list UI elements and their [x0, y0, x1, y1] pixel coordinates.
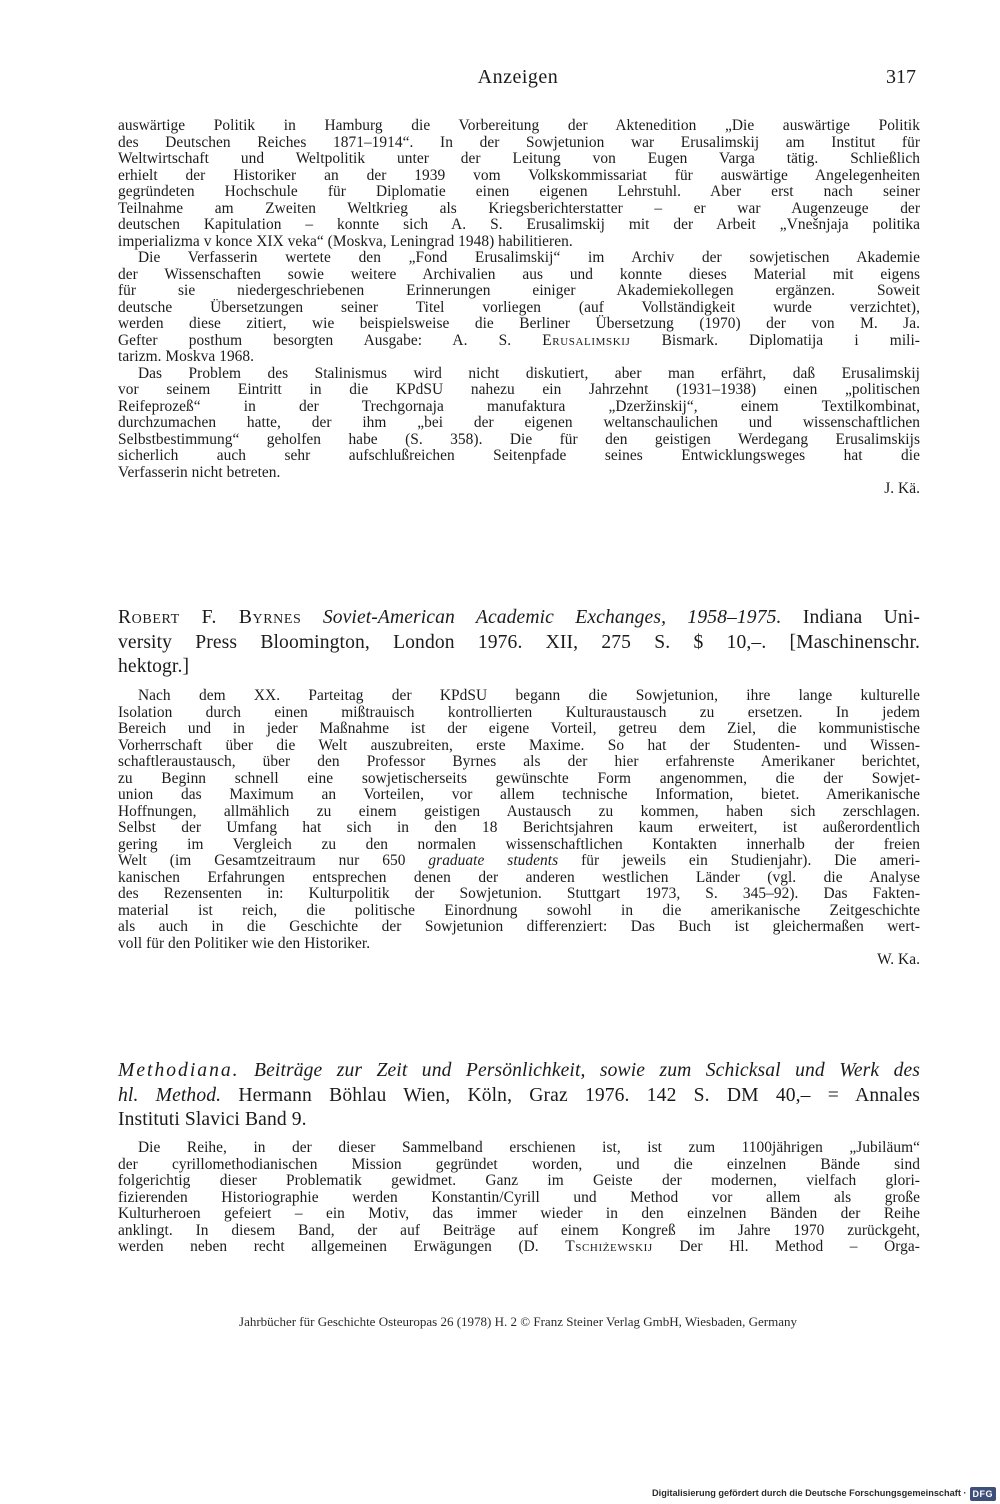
text-line: tarizm. Moskva 1968. — [118, 348, 255, 365]
text-line: Isolation durch einen mißtrauisch kontrollierten Kulturaustausch zu ersetzen. In jedem — [118, 703, 920, 721]
text-line: Die Verfasserin wertete den „Fond Erusalimskij“ im Archiv der sowjetischen Akademie — [138, 249, 920, 266]
text-segment: Bismark. Diplomatija i mili- — [661, 331, 920, 349]
book-title-spaced: Methodiana. — [118, 1060, 240, 1081]
bibliographic-line — [118, 1059, 920, 1084]
book-title: Beiträge zur Zeit und Persönlichkeit, sowie zum Schicksal und Werk des — [254, 1060, 921, 1081]
text-line: Teilnahme am Zweiten Weltkrieg als Kriegsberichterstatter – er war Augenzeuge der — [118, 199, 920, 217]
book-title: hl. Method. — [118, 1084, 222, 1106]
book-title: Soviet-American Academic Exchanges, 1958–1975. — [322, 607, 782, 628]
bibliographic-line: Instituti Slavici Band 9. — [118, 1109, 307, 1130]
text-line: gegründeten Hochschule für Diplomatie einen eigenen Lehrstuhl. Aber erst nach seiner — [118, 183, 920, 200]
reviewer-signature: J. Kä. — [884, 480, 920, 497]
bibliographic-line — [118, 1084, 920, 1109]
text-line: vor seinem Eintritt in die KPdSU nahezu ein Jahrzehnt (1931–1938) einen „politischen — [118, 381, 920, 398]
text-line: deutsche Übersetzungen seiner Titel vorliegen (auf Vollständigkeit wurde verzichtet), — [118, 298, 920, 316]
text-line: Hoffnungen, allmählich zu einem geistigen Austausch zu kommen, haben sich zerschlagen. — [118, 802, 920, 820]
text-line: Weltwirtschaft und Weltpolitik unter der Leitung von Eugen Varga tätig. Schließlich — [118, 150, 920, 167]
text-segment: für jeweils ein Studienjahr). Die ameri- — [581, 852, 920, 869]
journal-footer: Jahrbücher für Geschichte Osteuropas 26 (1978) H. 2 © Franz Steiner Verlag GmbH, Wiesbaden, Germany — [239, 1314, 797, 1329]
text-line: Selbst der Umfang hat sich in den 18 Berichtsjahren kaum erweitert, ist außerordentlich — [118, 819, 920, 836]
review-methodiana-body — [118, 1140, 920, 1256]
running-title: Anzeigen — [477, 66, 559, 88]
text-line — [118, 1239, 920, 1256]
review-erusalimskij-body — [118, 118, 920, 498]
text-line: kanischen Erfahrungen entsprechen denen der anderen westlichen Länder (vgl. die Analyse — [118, 868, 920, 886]
text-line: schaftleraustausch, über den Professor Byrnes als der hier erfahrenste Amerikaner berichtet, — [118, 753, 920, 770]
dfg-banner-text: Digitalisierung gefördert durch die Deutsche Forschungsgemeinschaft · — [652, 1488, 967, 1498]
bibliographic-line: hektogr.] — [118, 656, 190, 677]
text-line: durchzumachen hatte, der ihm „bei der eigenen weltanschaulichen und wissenschaftlichen — [118, 414, 920, 431]
text-line: Kulturheroen gefeiert – ein Motiv, das immer wieder in den einzelnen Bänden der Reihe — [118, 1205, 920, 1222]
review-byrnes-heading — [118, 606, 920, 680]
publisher-info: Hermann Böhlau Wien, Köln, Graz 1976. 142 S. DM 40,– = Annales — [238, 1084, 920, 1106]
text-line: werden diese zitiert, wie beispielsweise die Berliner Übersetzung (1970) der von M. Ja. — [118, 315, 920, 332]
dfg-banner — [608, 1482, 1000, 1504]
text-line: Selbstbestimmung“ geholfen habe (S. 358). Die für den geistigen Werdegang Erusalimskijs — [118, 430, 920, 448]
author-name: Erusalimskij — [542, 331, 631, 349]
text-segment: werden neben recht allgemeinen Erwägungen (D. — [118, 1238, 539, 1255]
text-segment: Gefter posthum besorgten Ausgabe: A. S. — [118, 331, 512, 349]
text-line: union das Maximum an Vorteilen, vor allem technische Information, bietet. Amerikanische — [118, 786, 920, 803]
text-line: deutschen Kapitulation – konnte sich A. S. Erusalimskij mit der Arbeit „Vnešnjaja politika — [118, 216, 920, 233]
book-author: Robert F. Byrnes — [118, 607, 302, 628]
text-line: Reifeprozeß“ in der Trechgornaja manufaktura „Dzeržinskij“, einem Textilkombinat, — [118, 397, 920, 415]
text-line — [118, 853, 920, 870]
running-header — [118, 66, 918, 94]
text-line: folgerichtig dieser Problematik gewidmet. Ganz im Geiste der modernen, vielfach glori- — [118, 1172, 920, 1189]
text-line: des Rezensenten in: Kulturpolitik der Sowjetunion. Stuttgart 1973, S. 345–92). Das Fakten- — [118, 885, 920, 902]
text-line: Die Reihe, in der dieser Sammelband erschienen ist, ist zum 1100jährigen „Jubiläum“ — [138, 1139, 920, 1156]
text-line: des Deutschen Reiches 1871–1914“. In der Sowjetunion war Erusalimskij am Institut für — [118, 133, 920, 151]
text-line: zu Beginn schnell eine sowjetischerseits gewünschte Form angenommen, die der Sowjet- — [118, 769, 920, 787]
dfg-logo-icon: DFG — [970, 1487, 997, 1501]
text-line: Bereich und in jeder Maßnahme ist der eigene Vorteil, getreu dem Ziel, die kommunistische — [118, 720, 920, 737]
text-line: material ist reich, die politische Einordnung sowohl in die amerikanische Zeitgeschichte — [118, 901, 920, 919]
publisher-info: Indiana Uni- — [802, 607, 921, 628]
reviewer-signature: W. Ka. — [877, 951, 920, 968]
review-byrnes-body — [118, 688, 920, 969]
text-line: der cyrillomethodianischen Mission gegründet worden, und die einzelnen Bände sind — [118, 1155, 920, 1173]
italic-term: graduate students — [428, 852, 559, 869]
text-segment: Der Hl. Method – Orga- — [679, 1238, 920, 1255]
text-segment: Welt (im Gesamtzeitraum nur 650 — [118, 852, 406, 869]
text-line: sicherlich auch sehr aufschlußreichen Seitenpfade seines Entwicklungsweges hat die — [118, 447, 920, 464]
text-line: gering im Vergleich zu den normalen wissenschaftlichen Kontakten innerhalb der freien — [118, 835, 920, 853]
review-methodiana-heading — [118, 1059, 920, 1133]
text-line: fizierenden Historiographie werden Konstantin/Cyrill und Method vor allem als große — [118, 1188, 920, 1206]
text-line: Verfasserin nicht betreten. — [118, 463, 281, 481]
author-name: Tschiżewskij — [565, 1238, 653, 1255]
text-line: anklingt. In diesem Band, der auf Beiträge auf einem Kongreß im Jahre 1970 zurückgeht, — [118, 1221, 920, 1239]
text-line: der Wissenschaften sowie weitere Archivalien aus und konnte dieses Material mit eigens — [118, 265, 920, 283]
text-line — [118, 333, 920, 350]
text-line: Nach dem XX. Parteitag der KPdSU begann die Sowjetunion, ihre lange kulturelle — [138, 687, 920, 704]
bibliographic-line: versity Press Bloomington, London 1976. XII, 275 S. $ 10,–. [Maschinenschr. — [118, 631, 920, 653]
page-number: 317 — [886, 66, 916, 88]
text-line: als auch in die Geschichte der Sowjetunion differenziert: Das Buch ist gleichermaßen wert- — [118, 918, 920, 935]
text-line: Vorherrschaft über die Welt auszubreiten, erste Maxime. So hat der Studenten- und Wissen- — [118, 736, 920, 754]
text-line: Das Problem des Stalinismus wird nicht diskutiert, aber man erfährt, daß Erusalimskij — [138, 364, 920, 382]
text-line: auswärtige Politik in Hamburg die Vorbereitung der Aktenedition „Die auswärtige Politik — [118, 117, 920, 134]
text-line: imperializma v konce XIX veka“ (Moskva, Leningrad 1948) habilitieren. — [118, 232, 573, 250]
text-line: erhielt der Historiker an der 1939 vom Volkskommissariat für auswärtige Angelegenheiten — [118, 166, 920, 184]
text-line: für sie niedergeschriebenen Erinnerungen einiger Akademiekollegen ergänzen. Soweit — [118, 282, 920, 299]
bibliographic-line — [118, 606, 920, 631]
text-line: voll für den Politiker wie den Historiker. — [118, 934, 371, 952]
